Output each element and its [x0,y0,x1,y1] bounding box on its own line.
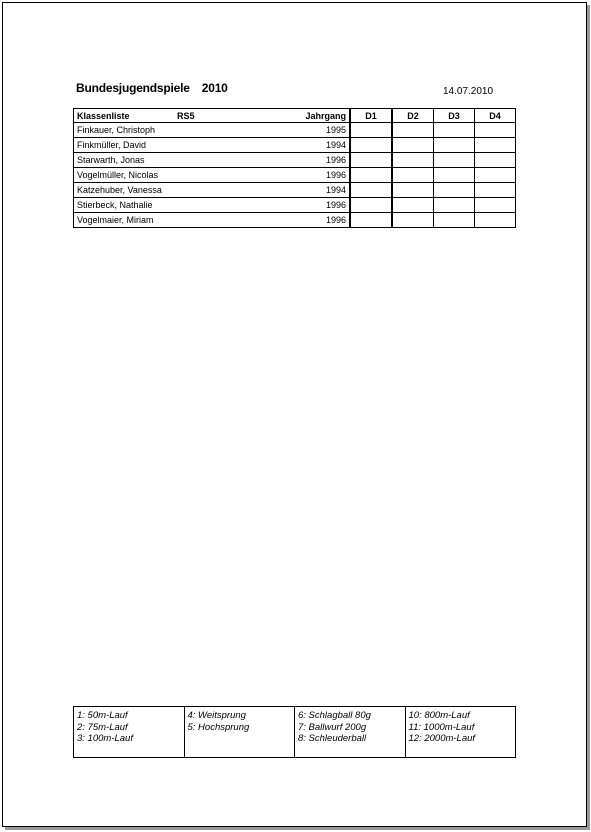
cell-d2 [392,123,434,138]
cell-d4 [475,138,516,153]
cell-d1 [350,183,392,198]
cell-d1 [350,123,392,138]
cell-d1 [350,213,392,228]
cell-d3 [434,153,475,168]
cell-d3 [434,213,475,228]
cell-d3 [434,198,475,213]
legend-item: 7: Ballwurf 200g [298,721,367,733]
cell-d3 [434,123,475,138]
legend-item: 12: 2000m-Lauf [408,733,476,744]
student-year: 1994 [273,138,350,153]
legend-item: 2: 75m-Lauf [77,721,128,733]
student-year: 1996 [273,153,350,168]
header-class-label: Klassenliste [77,110,130,121]
student-year: 1996 [273,168,350,183]
cell-d4 [475,213,516,228]
table-row [74,123,516,138]
title-year: 2010 [201,81,228,95]
document-title [76,81,228,95]
header-d2: D2 [392,109,434,123]
cell-d4 [475,168,516,183]
legend-item: 5: Hochsprung [187,721,250,733]
cell-d2 [392,168,434,183]
table-row [74,198,516,213]
student-name: Vogelmüller, Nicolas [74,168,274,183]
discipline-legend [73,706,516,758]
title-text: Bundesjugendspiele [76,81,190,95]
legend-column [405,707,516,758]
student-year: 1996 [273,213,350,228]
cell-d2 [392,138,434,153]
cell-d1 [350,168,392,183]
cell-d4 [475,183,516,198]
cell-d3 [434,138,475,153]
legend-column [295,707,406,758]
cell-d2 [392,213,434,228]
cell-d3 [434,183,475,198]
legend-item: 1: 50m-Lauf [77,710,128,721]
legend-item: 6: Schlagball 80g [298,710,371,721]
legend-item: 11: 1000m-Lauf [408,721,475,733]
cell-d4 [475,153,516,168]
cell-d3 [434,168,475,183]
cell-d1 [350,153,392,168]
header-class-cell [74,109,274,123]
legend-row [74,707,516,758]
cell-d4 [475,123,516,138]
student-name: Starwarth, Jonas [74,153,274,168]
table-row [74,153,516,168]
legend-column [184,707,295,758]
table-row [74,183,516,198]
student-name: Finkmüller, David [74,138,274,153]
student-year: 1996 [273,198,350,213]
table-row [74,138,516,153]
header-year: Jahrgang [273,109,350,123]
document-date: 14.07.2010 [443,86,494,97]
header-class-value: RS5 [177,110,195,121]
legend-item: 3: 100m-Lauf [77,733,133,744]
legend-item: 10: 800m-Lauf [408,710,470,721]
cell-d4 [475,198,516,213]
student-name: Vogelmaier, Miriam [74,213,274,228]
cell-d2 [392,153,434,168]
legend-item: 4: Weitsprung [187,710,246,721]
header-d4: D4 [475,109,516,123]
student-year: 1995 [273,123,350,138]
student-name: Finkauer, Christoph [74,123,274,138]
student-year: 1994 [273,183,350,198]
roster-header-row [74,109,516,123]
legend-item: 8: Schleuderball [298,733,367,744]
student-name: Katzehuber, Vanessa [74,183,274,198]
cell-d1 [350,198,392,213]
cell-d1 [350,138,392,153]
legend-column [74,707,185,758]
student-name: Stierbeck, Nathalie [74,198,274,213]
header-d1: D1 [350,109,392,123]
cell-d2 [392,183,434,198]
table-row [74,168,516,183]
header-d3: D3 [434,109,475,123]
class-roster-table [73,108,516,228]
table-row [74,213,516,228]
cell-d2 [392,198,434,213]
